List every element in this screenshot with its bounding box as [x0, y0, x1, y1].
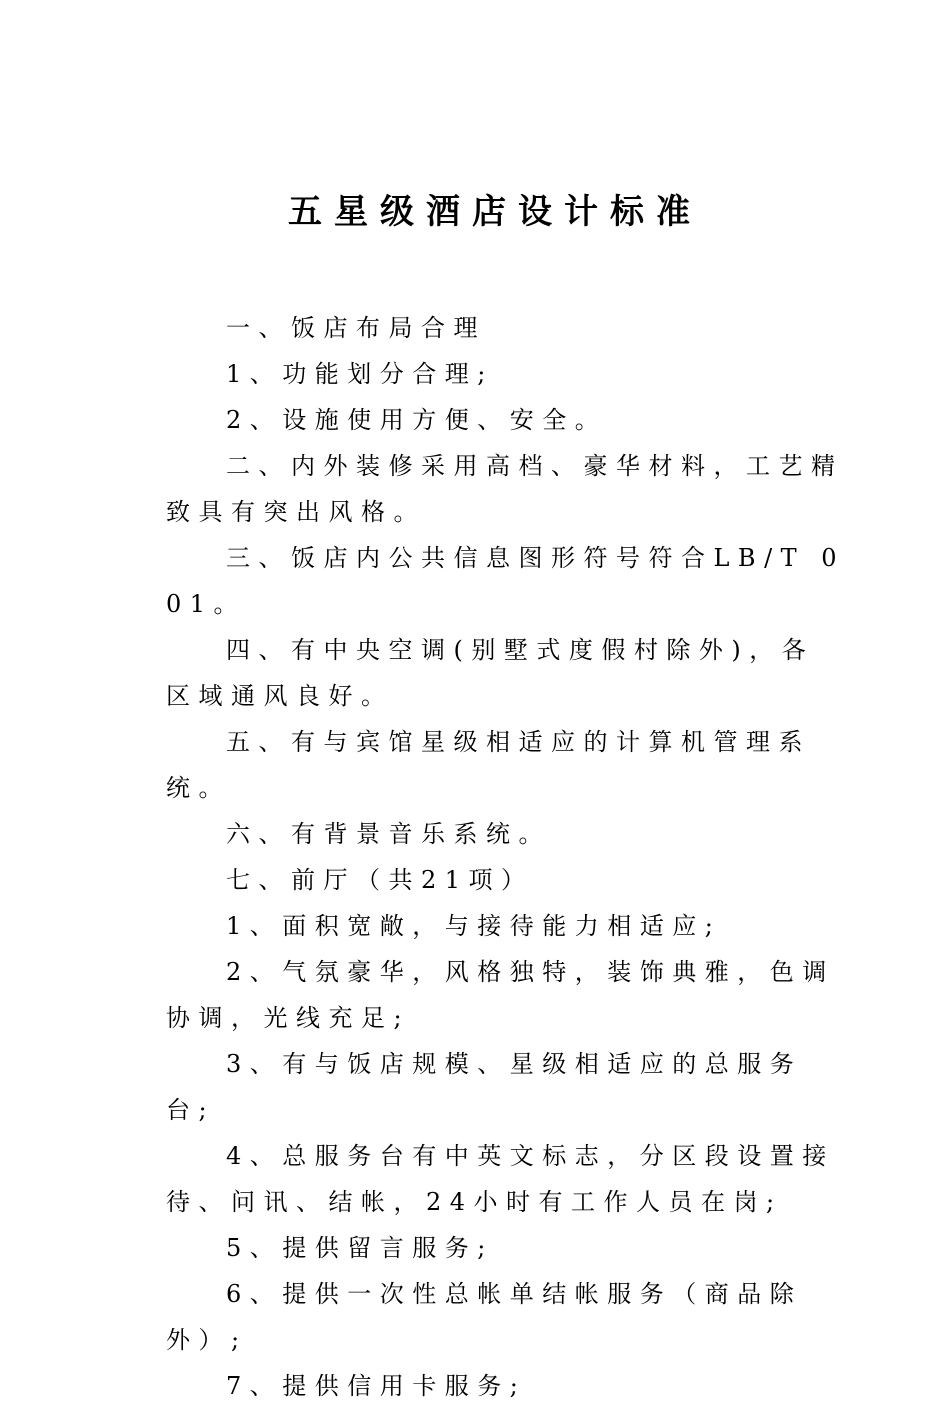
section-paragraph-music-system: 六、有背景音乐系统。	[226, 820, 551, 848]
list-item: 3、有与饭店规模、星级相适应的总服务台;	[166, 1050, 803, 1124]
list-item: 6、提供一次性总帐单结帐服务（商品除外）;	[166, 1280, 803, 1354]
list-item: 2、气氛豪华，风格独特，装饰典雅，色调协调，光线充足;	[166, 958, 835, 1032]
section-heading-layout: 一、饭店布局合理	[226, 314, 486, 342]
section-paragraph-air-conditioning: 四、有中央空调(别墅式度假村除外)，各区域通风良好。	[166, 636, 815, 710]
section-paragraph-computer-system: 五、有与宾馆星级相适应的计算机管理系统。	[166, 728, 811, 802]
list-item: 2、设施使用方便、安全。	[226, 406, 608, 434]
list-item: 1、功能划分合理;	[226, 360, 494, 388]
section-paragraph-signage: 三、饭店内公共信息图形符号符合LB/T 001。	[166, 544, 846, 618]
section-heading-lobby: 七、前厅（共21项）	[226, 866, 534, 894]
document-body	[166, 305, 846, 1409]
list-item: 5、提供留言服务;	[226, 1234, 494, 1262]
section-paragraph-decoration: 二、内外装修采用高档、豪华材料，工艺精致具有突出风格。	[166, 452, 844, 526]
list-item: 4、总服务台有中英文标志，分区段设置接待、问讯、结帐，24小时有工作人员在岗;	[166, 1142, 835, 1216]
list-item: 7、提供信用卡服务;	[226, 1372, 527, 1400]
list-item: 1、面积宽敞，与接待能力相适应;	[226, 912, 722, 940]
document-title: 五星级酒店设计标准	[288, 192, 702, 232]
